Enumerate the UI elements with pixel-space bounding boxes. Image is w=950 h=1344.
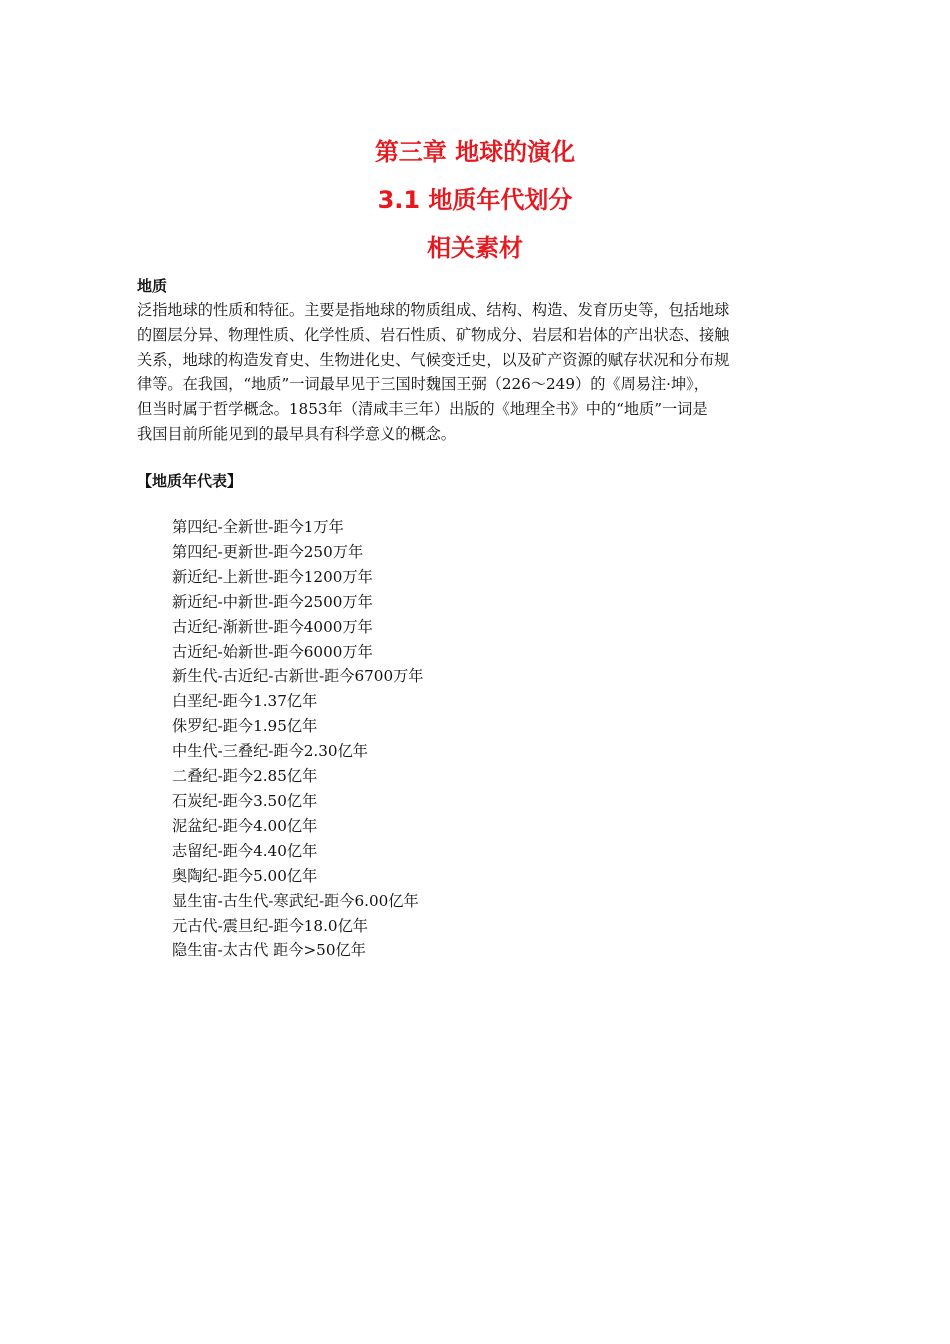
paragraph-line: 律等。在我国，“地质”一词最早见于三国时魏国王弼（226～249）的《周易注·坤》， [137,375,709,394]
paragraph-line: 关系，地球的构造发育史、生物进化史、气候变迁史，以及矿产资源的赋存状况和分布规 [137,350,730,369]
timetable-heading: 【地质年代表】 [137,472,243,490]
era-item: 侏罗纪-距今1.95亿年 [172,717,318,736]
era-item: 奥陶纪-距今5.00亿年 [172,866,318,885]
era-item: 中生代-三叠纪-距今2.30亿年 [172,742,368,761]
era-item: 石炭纪-距今3.50亿年 [172,791,318,810]
era-item: 泥盆纪-距今4.00亿年 [172,816,318,835]
era-item: 新近纪-中新世-距今2500万年 [172,592,373,611]
era-item: 白垩纪-距今1.37亿年 [172,692,318,711]
dizhi-paragraph [137,298,817,447]
era-item: 显生宙-古生代-寒武纪-距今6.00亿年 [172,891,419,910]
era-item: 二叠纪-距今2.85亿年 [172,767,318,786]
era-item: 第四纪-更新世-距今250万年 [172,542,364,561]
paragraph-line: 但当时属于哲学概念。1853年（清咸丰三年）出版的《地理全书》中的“地质”一词是 [137,400,708,419]
era-item: 新生代-古近纪-古新世-距今6700万年 [172,667,424,686]
era-item: 古近纪-渐新世-距今4000万年 [172,617,373,636]
era-item: 第四纪-全新世-距今1万年 [172,518,344,536]
era-item: 志留纪-距今4.40亿年 [172,841,318,860]
paragraph-line: 泛指地球的性质和特征。主要是指地球的物质组成、结构、构造、发育历史等，包括地球 [137,301,730,319]
section-title: 3.1 地质年代划分 [377,186,573,214]
era-list [172,515,423,963]
era-item: 元古代-震旦纪-距今18.0亿年 [172,916,368,935]
paragraph-line: 的圈层分异、物理性质、化学性质、岩石性质、矿物成分、岩层和岩体的产出状态、接触 [137,325,730,344]
dizhi-heading: 地质 [137,277,168,295]
era-item: 新近纪-上新世-距今1200万年 [172,567,373,586]
era-item: 隐生宙-太古代 距今>50亿年 [172,941,366,960]
subtitle: 相关素材 [427,234,523,262]
paragraph-line: 我国目前所能见到的最早具有科学意义的概念。 [137,424,456,443]
era-item: 古近纪-始新世-距今6000万年 [172,642,373,661]
chapter-title: 第三章 地球的演化 [374,138,576,166]
